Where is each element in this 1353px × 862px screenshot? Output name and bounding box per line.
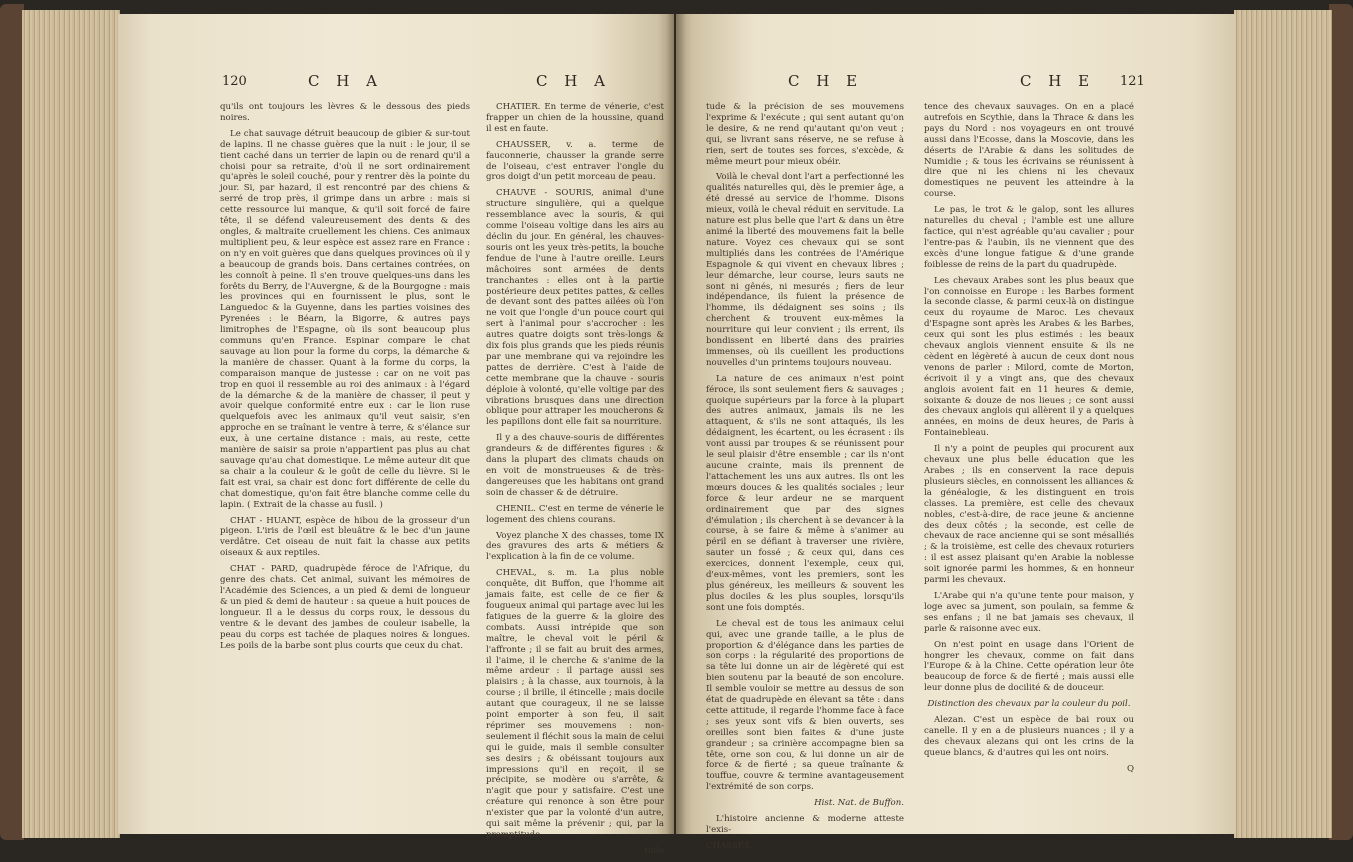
paragraph: Il n'y a point de peuples qui procurent aux chevaux une plus belle éducation que les Arabes ; ils en conservent la race depuis plusieurs siècles, en connoissent les alliances & la généalogie, & les distinguent en trois classes. La première, est celle des chevaux nobles, c'est-à-dire, de race jeune & ancienne des deux côtés ; la seconde, est celle de chevaux de race ancienne qui se sont mésalliés ; & la troisième, est celle des chevaux roturiers : il est assez plaisant qu'en Arabie la noblesse soit ignorée parmi les hommes, & en honneur parmi les chevaux. xyxy=(924,444,1134,586)
left-page xyxy=(118,14,674,856)
right-page-column-1 xyxy=(706,102,904,857)
right-page xyxy=(676,14,1236,851)
running-head-left-col1: C H A xyxy=(308,72,383,90)
signature-mark: Q xyxy=(1126,763,1134,774)
entry-chat-huant: CHAT - HUANT, espèce de hibou de la grosseur d'un pigeon. L'iris de l'œil est bleuâtre & le bec d'un jaune verdâtre. Cet oiseau de nuit fait la chasse aux petits oiseaux & aux reptiles. xyxy=(220,515,470,559)
cross-reference: Voyez planche X des chasses, tome IX des gravures des arts & métiers & l'explication à la fin de ce volume. xyxy=(486,530,664,563)
paragraph: Alezan. C'est un espèce de bai roux ou canelle. Il y en a de plusieurs nuances ; il y a des chevaux alezans qui ont les crins de la queue blancs, & d'autres qui les ont noirs. xyxy=(924,715,1134,758)
paragraph: Voilà le cheval dont l'art a perfectionné les qualités naturelles qui, dès le premier âge, a été dressé au service de l'homme. Disons mieux, voilà le cheval réduit en servitude. La nature est plus belle que l'art & dans un être animé la liberté des mouvemens fait la belle nature. Voyez ces chevaux qui se sont multipliés dans les contrées de l'Amérique Espagnole & qui vivent en chevaux libres ; leur démarche, leur course, leurs sauts ne sont ni gênés, ni mesurés ; fiers de leur indépendance, ils fuient la présence de l'homme, ils dédaignent ses soins ; ils cherchent & trouvent eux-mêmes la nourriture qui leur convient ; ils errent, ils bondissent en liberté dans des prairies immenses, où ils cueillent les productions nouvelles d'un printems toujours nouveau. xyxy=(706,172,904,368)
page-edges-left xyxy=(22,10,120,838)
paragraph: Il y a des chauve-souris de différentes grandeurs & de différentes figures : & dans la plupart des climats chauds on en voit de monstrueuses & de très-dangereuses que les habitans ont grand soin de chasser & de détruire. xyxy=(486,433,664,498)
entry-chausser: CHAUSSER, v. a. terme de fauconnerie, chausser la grande serre de l'oiseau, c'est entraver l'ongle du gros doigt d'un petit morceau de peau. xyxy=(486,139,664,183)
right-page-column-2 xyxy=(924,102,1134,780)
paragraph: Le pas, le trot & le galop, sont les allures naturelles du cheval ; l'amble est une allure factice, qui n'est agréable qu'au cavalier ; pour l'entre-pas & l'aubin, ils ne viennent que des excès d'une longue fatigue & d'une grande foiblesse de reins de la part du quadrupède. xyxy=(924,205,1134,270)
right-page-header xyxy=(676,74,1236,96)
left-page-column-2 xyxy=(486,102,664,862)
paragraph: La nature de ces animaux n'est point féroce, ils sont seulement fiers & sauvages ; quoique supérieurs par la force à la plupart des autres animaux, jamais ils ne les attaquent, & s'ils ne sont attaqués, ils les dédaignent, les écartent, ou les écrasent : ils vont aussi par troupes & se réunissent pour le seul plaisir d'être ensemble ; car ils n'ont aucune crainte, mais ils prennent de l'attachement les uns aux autres. Ils ont les mœurs douces & les qualités sociales ; leur force & leur ardeur ne se marquent ordinairement que par des signes d'émulation ; ils cherchent à se devancer à la course, à se faire & même à s'animer au péril en se défiant à traverser une rivière, sauter un fossé ; & ceux qui, dans ces exercices, donnent l'exemple, ceux qui, d'eux-mêmes, vont les premiers, sont les plus généreux, les meilleurs & souvent les plus dociles & les plus souples, lorsqu'ils sont une fois domptés. xyxy=(706,373,904,613)
section-heading: Distinction des chevaux par la couleur du poil. xyxy=(927,699,1131,710)
paragraph: Les chevaux Arabes sont les plus beaux que l'on connoisse en Europe : les Barbes forment la seconde classe, & parmi ceux-là on distingue ceux du royaume de Maroc. Les chevaux d'Espagne sont après les Arabes & les Barbes, ceux qui sont les plus estimés : les beaux chevaux anglois viennent ensuite & ils ne cèdent en légèreté à aucun de ceux dont nous venons de parler : Milord, comte de Morton, écrivoit il y a vingt ans, que des chevaux anglois avoient fait en 11 heures & demie, soixante & douze de nos lieues ; ce sont aussi des chevaux anglois qui allèrent il y a quelques années, en moins de deux heures, de Paris à Fontainebleau. xyxy=(924,275,1134,439)
book-cover-right xyxy=(1329,4,1353,840)
paragraph: L'Arabe qui n'a qu'une tente pour maison, y loge avec sa jument, son poulain, sa femme & ses enfans ; il ne bat jamais ses chevaux, il parle & raisonne avec eux. xyxy=(924,590,1134,634)
left-page-header xyxy=(118,74,674,96)
book-gutter xyxy=(666,14,686,834)
entry-cheval: CHEVAL, s. m. La plus noble conquête, dit Buffon, que l'homme ait jamais faite, est celle de ce fier & fougueux animal qui partage avec lui les fatigues de la guerre & la gloire des combats. Aussi intrépide que son maître, le cheval voit le péril & l'affronte ; il se fait au bruit des armes, il l'aime, il le cherche & s'anime de la même ardeur : il partage aussi ses plaisirs ; à la chasse, aux tournois, à la course ; il brille, il étincelle ; mais docile autant que courageux, il ne se laisse point emporter à son feu, il sait réprimer ses mouvemens : non-seulement il fléchit sous la main de celui qui le guide, mais il semble consulter ses desirs ; & obéissant toujours aux impressions qu'il en reçoit, il se précipite, se modère ou s'arrête, & n'agit que pour y satisfaire. C'est une créature qui renonce à son être pour n'exister que par la volonté d'un autre, qui sait même la prévenir ; qui, par la promptitude xyxy=(486,568,664,840)
entry-chat-pard: CHAT - PARD, quadrupède féroce de l'Afrique, du genre des chats. Cet animal, suivant les mémoires de l'Académie des Sciences, a un pied & demi de longueur & un pied & demi de hauteur : sa queue a huit pouces de longueur. Il a le dessus du corps roux, le dessous du ventre & le devant des jambes de couleur isabelle, la peau du corps est tachée de plaques noires & longues. Les poils de la barbe sont plus courts que ceux du chat. xyxy=(220,564,470,651)
page-edges-right xyxy=(1234,10,1332,838)
entry-chatier: CHATIER. En terme de vénerie, c'est frapper un chien de la houssine, quand il est en faute. xyxy=(486,102,664,134)
book-cover-left xyxy=(0,4,24,840)
entry-chauve-souris: CHAUVE - SOURIS, animal d'une structure singulière, qui a quelque ressemblance avec la souris, & qui comme l'oiseau voltige dans les airs au déclin du jour. En général, les chauves-souris ont les yeux très-petits, la bouche fendue de l'une à l'autre oreille. Leurs mâchoires sont armées de dents tranchantes : elles ont à la partie postérieure deux petites pattes, & celles de devant sont des pattes ailées où l'on ne voit que l'ongle d'un pouce court qui sert à l'animal pour s'accrocher : les autres quatre doigts sont très-longs & dix fois plus grands que les pieds réunis par une membrane qui va rejoindre les pattes de derrière. C'est à l'aide de cette membrane que la chauve - souris déploie à volonté, qu'elle voltige par des vibrations brusques dans une direction oblique pour attraper les moucherons & les papillons dont elle fait sa nourriture. xyxy=(486,188,664,428)
paragraph: tence des chevaux sauvages. On en a placé autrefois en Scythie, dans la Thrace & dans les pays du Nord : nos voyageurs en ont trouvé aussi dans l'Ecosse, dans la Moscovie, dans les déserts de l'Arabie & dans les solitudes de Numidie ; & tous les écrivains se réunissent à dire que ni les chiens ni les chevaux domestiques ne peuvent les atteindre à la course. xyxy=(924,102,1134,200)
running-head-left-col2: C H A xyxy=(536,72,611,90)
left-page-column-1 xyxy=(220,102,470,656)
page-number-left: 120 xyxy=(222,74,247,89)
paragraph: L'histoire ancienne & moderne atteste l'exis- xyxy=(706,814,904,835)
signature-mark: CHASSES. xyxy=(706,840,753,851)
paragraph: On n'est point en usage dans l'Orient de hongrer les chevaux, comme on fait dans l'Europe & à la Chine. Cette opération leur ôte beaucoup de force & de fierté ; mais aussi elle leur donne plus de docilité & de douceur. xyxy=(924,639,1134,694)
paragraph: Le cheval est de tous les animaux celui qui, avec une grande taille, a le plus de proportion & d'élégance dans les parties de son corps : la régularité des proportions de sa tête lui donne un air de légèreté qui est bien soutenu par la beauté de son encolure. Il semble vouloir se mettre au dessus de son état de quadrupède en élevant sa tête : dans cette attitude, il regarde l'homme face à face ; ses yeux sont vifs & bien ouverts, ses oreilles sont bien faites & d'une juste grandeur ; sa crinière accompagne bien sa tête, orne son cou, & lui donne un air de force & de fierté ; sa queue traînante & touffue, couvre & termine avantageusement l'extrémité de son corps. xyxy=(706,618,904,793)
entry-chenil: CHENIL. C'est en terme de vénerie le logement des chiens courans. xyxy=(486,503,664,525)
paragraph: qu'ils ont toujours les lèvres & le dessous des pieds noires. xyxy=(220,102,470,123)
paragraph-chat-sauvage: Le chat sauvage détruit beaucoup de gibier & sur-tout de lapins. Il ne chasse guères que la nuit : le jour, il se tient caché dans un terrier de lapin ou de renard qu'il a choisi pour sa retraite, d'où il ne sort ordinairement qu'après le soleil couché, pour y rentrer dès la pointe du jour. Si, par hazard, il est rencontré par des chiens & serré de trop près, il grimpe dans un arbre : mais si cette ressource lui manque, & qu'il soit forcé de faire tête, il se défend valeureusement des dents & des ongles, & maltraite cruellement les chiens. Ces animaux multiplient peu, & leur espèce est assez rare en France : on n'y en voit guères que dans quelques provinces où il y a beaucoup de grands bois. Dans certaines contrées, on les connoît à peine. Il s'en trouve quelques-uns dans les forêts du Berry, de l'Auvergne, & de la Bourgogne : mais les provinces qui en fournissent le plus, sont le Languedoc & la Guyenne, dans les parties voisines des Pyrenées : le Béarn, la Bigorre, & autres pays limitrophes de l'Espagne, où ils sont beaucoup plus communs qu'en France. Espinar compare le chat sauvage au lion pour la forme du corps, la démarche & la manière de chasser. Quant à la forme du corps, la comparaison manque de justesse : car on ne voit pas trop en quoi il ressemble au roi des animaux : à l'égard de la démarche & de la manière de chasser, il peut y avoir quelque conformité entre eux : car le lion ruse quelquefois avec les animaux qu'il veut saisir, s'en approche en se traînant le ventre à terre, & s'élance sur eux, à une certaine distance : mais, au reste, cette manière de saisir sa proie n'appartient pas plus au chat sauvage qu'au chat domestique. Le même auteur dit que sa chair a la couleur & le goût de celle du lièvre. Si le fait est vrai, sa chair est donc fort différente de celle du chat domestique, qu'on fait être blanche comme celle du lapin. ( Extrait de la chasse au fusil. ) xyxy=(220,128,470,510)
running-head-right-col1: C H E xyxy=(788,72,864,90)
page-number-right: 121 xyxy=(1120,74,1145,89)
catchword: tude xyxy=(644,845,664,856)
running-head-right-col2: C H E xyxy=(1020,72,1096,90)
paragraph: tude & la précision de ses mouvemens l'exprime & l'exécute ; qui sent autant qu'on le desire, & ne rend qu'autant qu'on veut ; qui, se livrant sans réserve, ne se refuse à rien, sert de toutes ses forces, s'excède, & même meurt pour mieux obéir. xyxy=(706,102,904,167)
citation: Hist. Nat. de Buffon. xyxy=(814,798,904,809)
